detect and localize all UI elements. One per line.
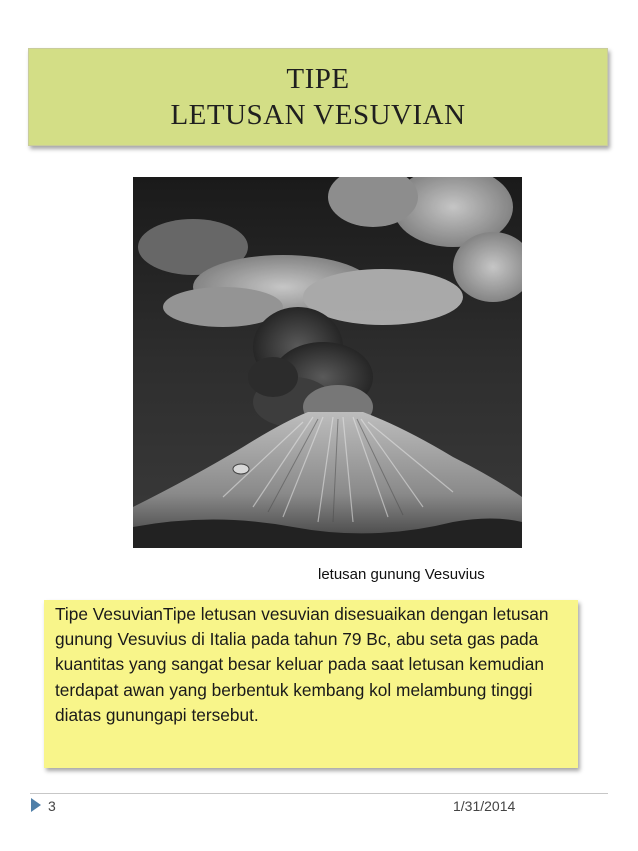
- title-line-2: LETUSAN VESUVIAN: [170, 99, 466, 131]
- image-caption: letusan gunung Vesuvius: [318, 566, 485, 583]
- title-box: [28, 48, 608, 146]
- slide-date: 1/31/2014: [453, 798, 516, 814]
- title-line-1: TIPE: [286, 63, 350, 95]
- volcano-photo: [133, 177, 522, 548]
- footer-divider: [30, 793, 608, 794]
- description-box: [44, 600, 578, 768]
- description-text: Tipe VesuvianTipe letusan vesuvian disesuaikan dengan letusan gunung Vesuvius di Italia pada tahun 79 Bc, abu seta gas pada kuantitas yang sangat besar keluar pada saat letusan kemudian terdapat awan yang berbentuk kembang kol melambung tinggi diatas gunungapi tersebut.: [55, 604, 549, 725]
- triangle-bullet-icon: [31, 798, 41, 817]
- slide-number: 3: [48, 798, 56, 814]
